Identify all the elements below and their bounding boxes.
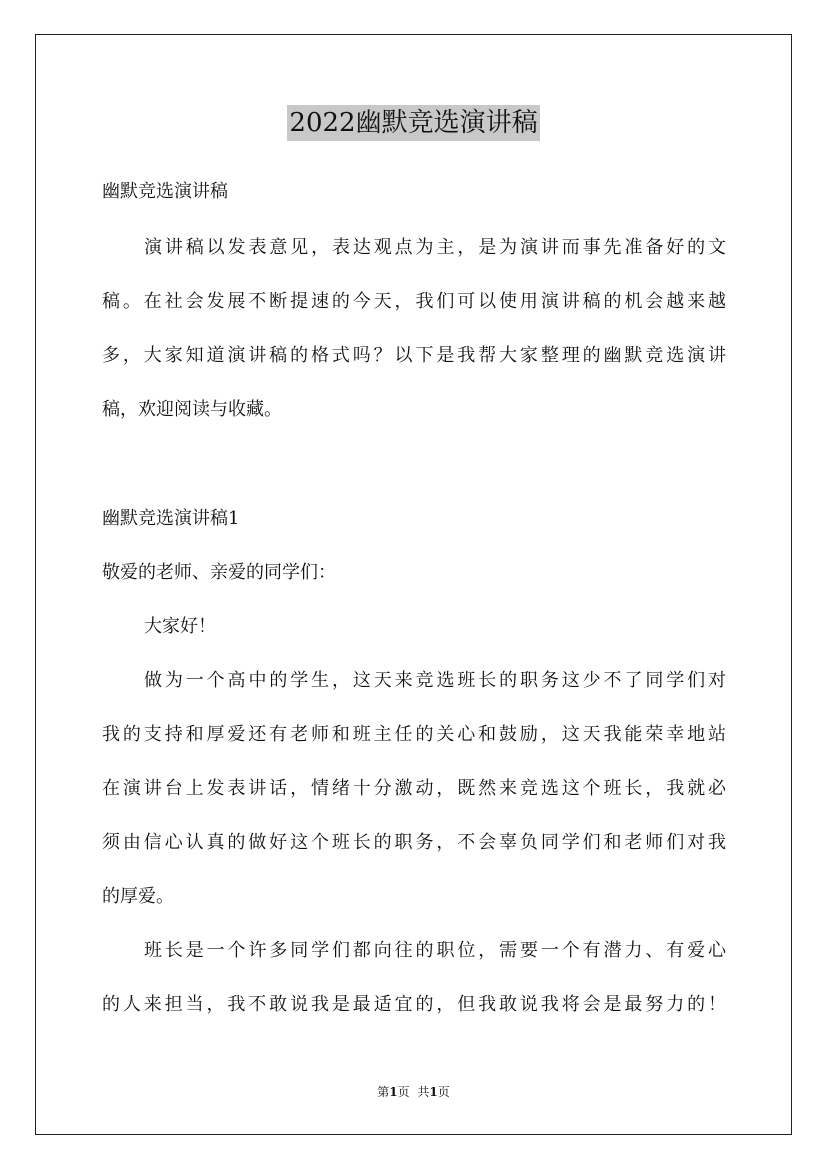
total-pages: 1 [429,1085,438,1099]
page-number: 1 [389,1085,398,1099]
paragraph-line: 多，大家知道演讲稿的格式吗？以下是我帮大家整理的幽默竞选演讲 [102,345,726,366]
paragraph-line: 在演讲台上发表讲话，情绪十分激动，既然来竞选这个班长，我就必 [102,778,726,799]
greeting: 大家好！ [144,616,216,637]
paragraph-line: 稿。在社会发展不断提速的今天，我们可以使用演讲稿的机会越来越 [102,291,726,312]
page-prefix: 第 [377,1085,390,1099]
paragraph-line: 的厚爱。 [102,886,174,907]
document-title: 2022幽默竞选演讲稿 [287,105,539,141]
paragraph-line: 做为一个高中的学生，这天来竞选班长的职务这少不了同学们对 [144,670,726,691]
page-suffix: 页 [397,1085,410,1099]
paragraph-line: 我的支持和厚爱还有老师和班主任的关心和鼓励，这天我能荣幸地站 [102,724,726,745]
section-heading: 幽默竞选演讲稿 [102,181,228,202]
salutation: 敬爱的老师、亲爱的同学们： [102,562,336,583]
title-container [0,105,827,141]
total-suffix: 页 [437,1085,450,1099]
paragraph-line: 的人来担当，我不敢说我是最适宜的，但我敢说我将会是最努力的！ [102,994,726,1015]
page-footer [0,1084,827,1100]
paragraph-line: 班长是一个许多同学们都向往的职位，需要一个有潜力、有爱心 [144,940,726,961]
total-prefix: 共 [417,1085,430,1099]
paragraph-line: 稿，欢迎阅读与收藏。 [102,399,282,420]
paragraph-line: 演讲稿以发表意见，表达观点为主，是为演讲而事先准备好的文 [144,237,726,258]
speech-heading: 幽默竞选演讲稿1 [102,508,240,529]
paragraph-line: 须由信心认真的做好这个班长的职务，不会辜负同学们和老师们对我 [102,832,726,853]
